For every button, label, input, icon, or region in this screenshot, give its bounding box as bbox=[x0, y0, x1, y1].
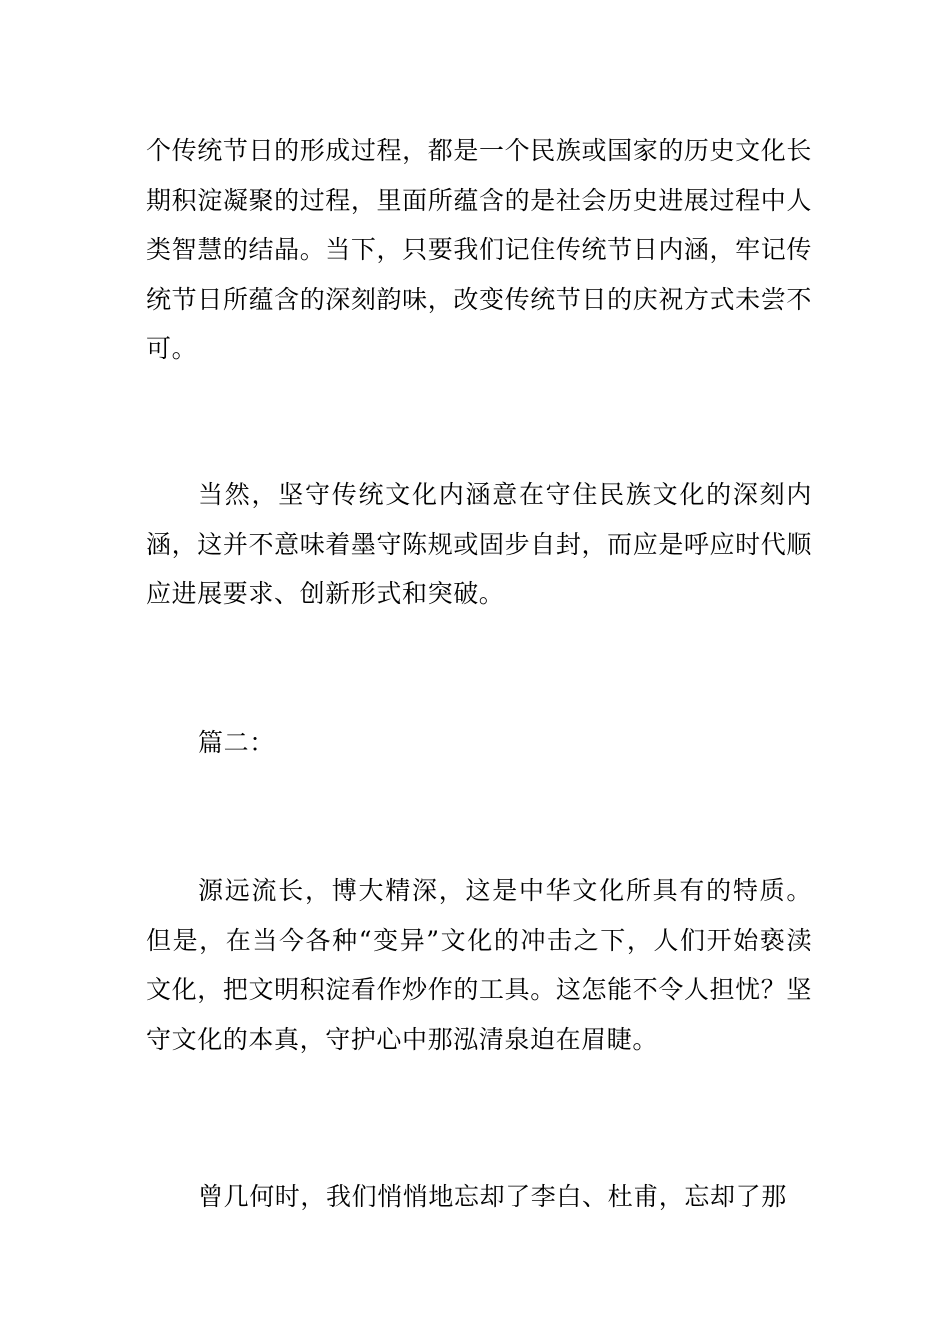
section-heading-part-two: 篇二： bbox=[198, 728, 275, 757]
paragraph-chinese-culture: 源远流长，博大精深，这是中华文化所具有的特质。但是，在当今各种“变异”文化的冲击之下，人们开始亵渎文化，把文明积淀看作炒作的工具。这怎能不令人担忧？坚守文化的本真，守护心中那泓清泉迫在眉睫。 bbox=[146, 876, 812, 1054]
paragraph-cultural-connotation: 当然，坚守传统文化内涵意在守住民族文化的深刻内涵，这并不意味着墨守陈规或固步自封，而应是呼应时代顺应进展要求、创新形式和突破。 bbox=[146, 480, 812, 608]
paragraph-traditional-festivals: 个传统节日的形成过程，都是一个民族或国家的历史文化长期积淀凝聚的过程，里面所蕴含的是社会历史进展过程中人类智慧的结晶。当下，只要我们记住传统节日内涵，牢记传统节日所蕴含的深刻韵味，改变传统节日的庆祝方式未尝不可。 bbox=[146, 136, 812, 363]
paragraph-li-bai-du-fu: 曾几何时，我们悄悄地忘却了李白、杜甫，忘却了那 bbox=[198, 1182, 787, 1211]
